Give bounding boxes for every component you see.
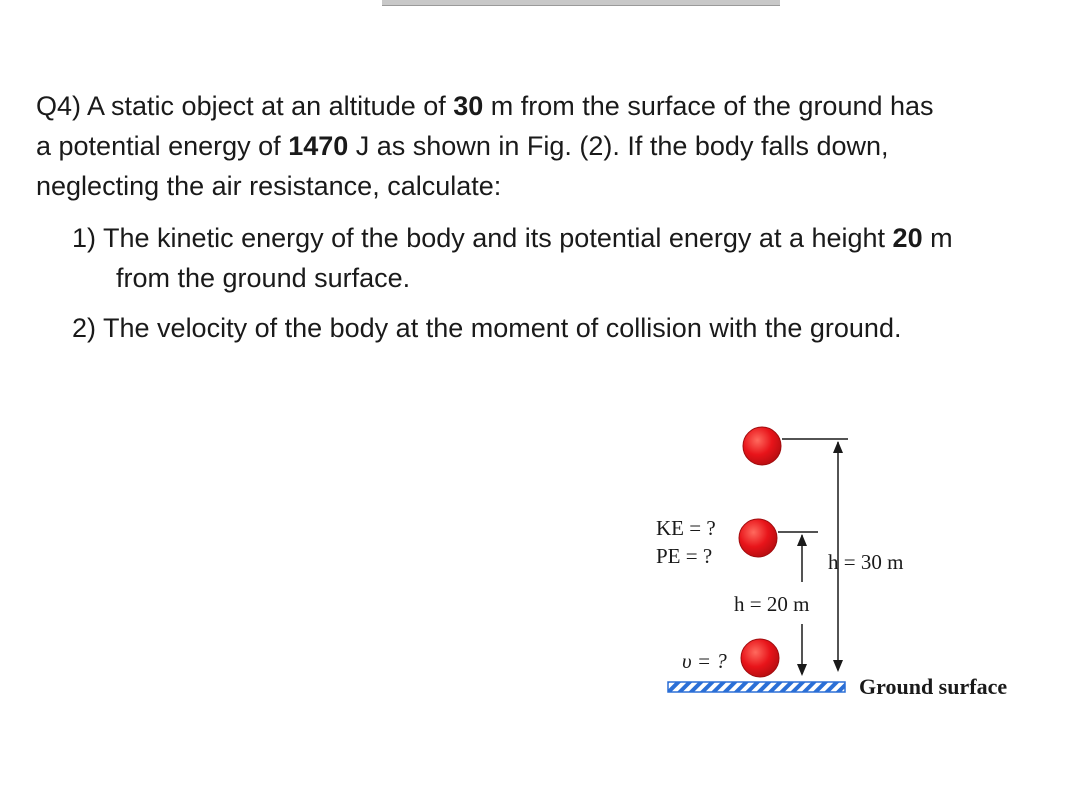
h30-arrow-down <box>833 660 843 672</box>
question-line-2: a potential energy of 1470 J as shown in Fig. (2). If the body falls down, <box>36 131 889 161</box>
h20-arrow-up <box>797 534 807 546</box>
question-line-3: neglecting the air resistance, calculate: <box>36 171 502 201</box>
h20-label: h = 20 m <box>734 592 810 616</box>
ke-label: KE = ? <box>656 516 716 540</box>
ball-top <box>743 427 781 465</box>
h20-arrow-down <box>797 664 807 676</box>
h30-label: h = 30 m <box>828 550 904 574</box>
pe-label: PE = ? <box>656 544 713 568</box>
h30-arrow-up <box>833 441 843 453</box>
ground-surface-hatch <box>668 682 845 692</box>
question-line-1: Q4) A static object at an altitude of 30 m from the surface of the ground has <box>36 91 934 121</box>
ball-bottom <box>741 639 779 677</box>
ball-middle <box>739 519 777 557</box>
velocity-label: υ = ? <box>682 649 727 673</box>
sub-question-1: 1) The kinetic energy of the body and its potential energy at a height 20 m from the ground surface. <box>72 223 953 293</box>
ground-surface-label: Ground surface <box>859 674 1008 699</box>
sub-question-2: 2) The velocity of the body at the moment of collision with the ground. <box>72 313 902 343</box>
